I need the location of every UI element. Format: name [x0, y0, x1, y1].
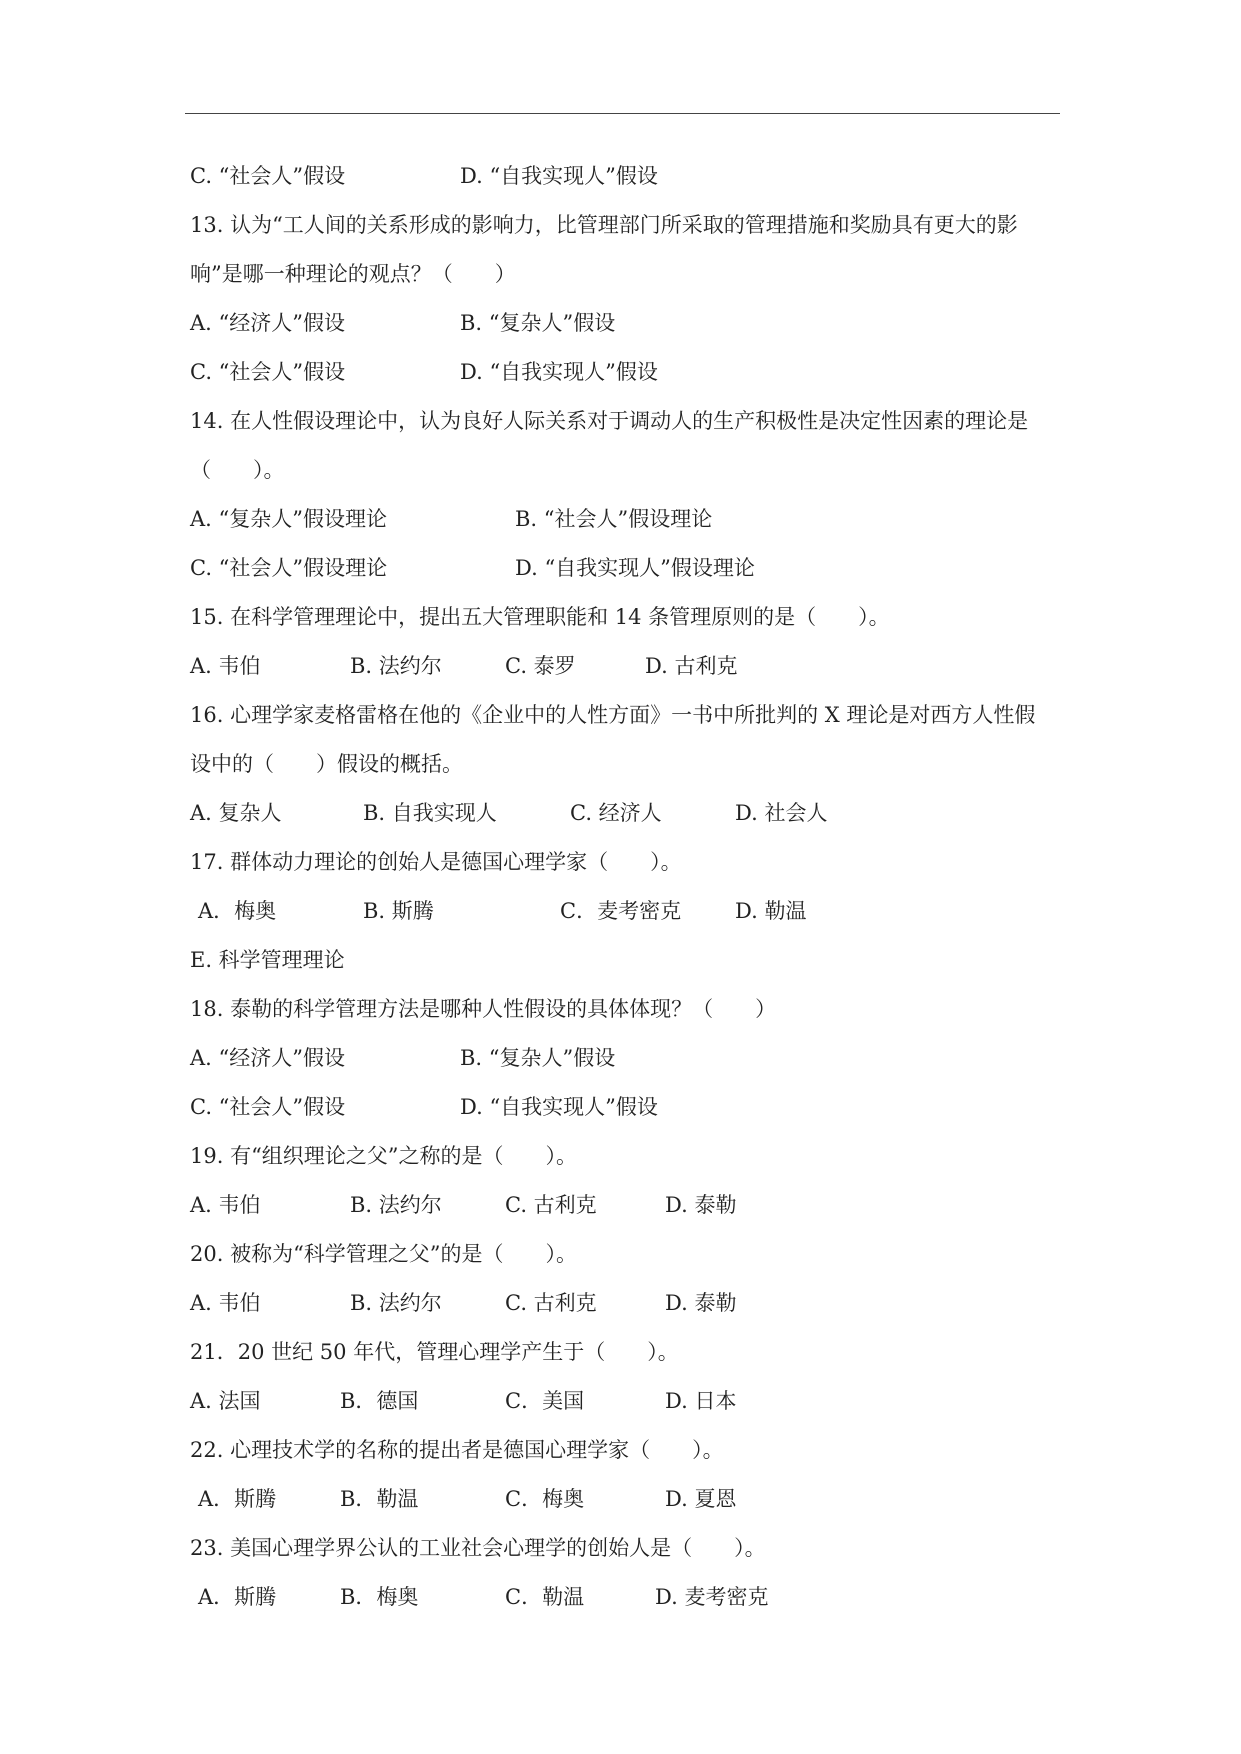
question-13-text-cont: 响”是哪一种理论的观点？（ ） [190, 262, 516, 286]
options-line [190, 1083, 1070, 1132]
options-line [190, 1573, 1070, 1622]
options-line [190, 152, 1070, 201]
options-line [190, 1034, 1070, 1083]
option-d: D. 麦考密克 [655, 1585, 769, 1609]
options-line [190, 1475, 1070, 1524]
question-16-text-cont: 设中的（ ）假设的概括。 [190, 752, 463, 776]
option-c: C. “社会人”假设理论 [190, 556, 388, 580]
question-13-line-2 [190, 250, 1070, 299]
option-d: D. 勒温 [735, 899, 807, 923]
question-16-text: 16. 心理学家麦格雷格在他的《企业中的人性方面》一书中所批判的 X 理论是对西方人性假 [190, 703, 1036, 727]
question-20-text: 20. 被称为“科学管理之父”的是（ ）。 [190, 1242, 578, 1266]
option-a: A. “经济人”假设 [190, 311, 345, 335]
options-line [190, 299, 1070, 348]
option-c: C. “社会人”假设 [190, 1095, 346, 1119]
option-d: D. “自我实现人”假设理论 [515, 556, 755, 580]
options-line [190, 348, 1070, 397]
option-a: A．斯腾 [198, 1487, 277, 1511]
option-c: C. 古利克 [505, 1291, 597, 1315]
option-d: D. 社会人 [735, 801, 828, 825]
option-d: D. “自我实现人”假设 [460, 1095, 658, 1119]
question-23 [190, 1524, 1070, 1573]
option-a: A. 韦伯 [190, 1193, 261, 1217]
options-line [190, 495, 1070, 544]
option-b: B. 自我实现人 [363, 801, 497, 825]
option-b: B. “社会人”假设理论 [515, 507, 713, 531]
question-21 [190, 1328, 1070, 1377]
question-15 [190, 593, 1070, 642]
option-b: B．德国 [340, 1389, 419, 1413]
option-c: C. 泰罗 [505, 654, 576, 678]
option-b: B. “复杂人”假设 [460, 1046, 616, 1070]
question-14-text: 14. 在人性假设理论中，认为良好人际关系对于调动人的生产积极性是决定性因素的理论是 [190, 409, 1029, 433]
question-16-line-2 [190, 740, 1070, 789]
option-a: A. 韦伯 [190, 1291, 261, 1315]
question-20 [190, 1230, 1070, 1279]
question-13-text: 13. 认为“工人间的关系形成的影响力，比管理部门所采取的管理措施和奖励具有更大的影 [190, 213, 1018, 237]
question-17 [190, 838, 1070, 887]
option-c: C. “社会人”假设 [190, 360, 346, 384]
option-a: A．斯腾 [198, 1585, 277, 1609]
question-list [190, 152, 1070, 1622]
option-a: A. “经济人”假设 [190, 1046, 345, 1070]
option-b: B. 法约尔 [350, 1193, 442, 1217]
question-14-line-2 [190, 446, 1070, 495]
question-21-text: 21．20 世纪 50 年代，管理心理学产生于（ ）。 [190, 1340, 679, 1364]
question-18 [190, 985, 1070, 1034]
option-a: A. 法国 [190, 1389, 261, 1413]
option-e-line [190, 936, 1070, 985]
question-23-text: 23. 美国心理学界公认的工业社会心理学的创始人是（ ）。 [190, 1536, 766, 1560]
options-line [190, 887, 1070, 936]
options-line [190, 789, 1070, 838]
options-line [190, 642, 1070, 691]
option-b: B. “复杂人”假设 [460, 311, 616, 335]
option-c: C．梅奥 [505, 1487, 585, 1511]
question-15-text: 15. 在科学管理理论中，提出五大管理职能和 14 条管理原则的是（ ）。 [190, 605, 890, 629]
option-b: B. 斯腾 [363, 899, 434, 923]
option-d: D. “自我实现人”假设 [460, 164, 658, 188]
question-17-text: 17. 群体动力理论的创始人是德国心理学家（ ）。 [190, 850, 682, 874]
option-c: C．美国 [505, 1389, 585, 1413]
option-d: D. 夏恩 [665, 1487, 737, 1511]
options-line [190, 1377, 1070, 1426]
option-a: A. 复杂人 [190, 801, 282, 825]
options-line [190, 1279, 1070, 1328]
options-line [190, 544, 1070, 593]
question-22 [190, 1426, 1070, 1475]
question-14-text-cont: （ ）。 [190, 458, 285, 482]
option-d: D. 古利克 [645, 654, 738, 678]
question-14-line-1 [190, 397, 1070, 446]
option-b: B. 法约尔 [350, 1291, 442, 1315]
option-d: D. 泰勒 [665, 1291, 737, 1315]
option-b: B．梅奥 [340, 1585, 419, 1609]
option-b: B．勒温 [340, 1487, 419, 1511]
option-c: C. 古利克 [505, 1193, 597, 1217]
option-d: D. 泰勒 [665, 1193, 737, 1217]
option-d: D. “自我实现人”假设 [460, 360, 658, 384]
question-18-text: 18. 泰勒的科学管理方法是哪种人性假设的具体体现？（ ） [190, 997, 777, 1021]
option-c: C．麦考密克 [560, 899, 682, 923]
question-19 [190, 1132, 1070, 1181]
option-b: B. 法约尔 [350, 654, 442, 678]
option-a: A. 韦伯 [190, 654, 261, 678]
option-d: D. 日本 [665, 1389, 737, 1413]
option-c: C. 经济人 [570, 801, 662, 825]
question-22-text: 22. 心理技术学的名称的提出者是德国心理学家（ ）。 [190, 1438, 724, 1462]
header-rule [185, 113, 1060, 114]
option-c: C．勒温 [505, 1585, 585, 1609]
option-a: A. “复杂人”假设理论 [190, 507, 387, 531]
question-19-text: 19. 有“组织理论之父”之称的是（ ）。 [190, 1144, 578, 1168]
options-line [190, 1181, 1070, 1230]
option-a: A．梅奥 [198, 899, 277, 923]
option-c: C. “社会人”假设 [190, 164, 346, 188]
option-e: E. 科学管理理论 [190, 948, 345, 972]
question-13-line-1 [190, 201, 1070, 250]
question-16-line-1 [190, 691, 1070, 740]
